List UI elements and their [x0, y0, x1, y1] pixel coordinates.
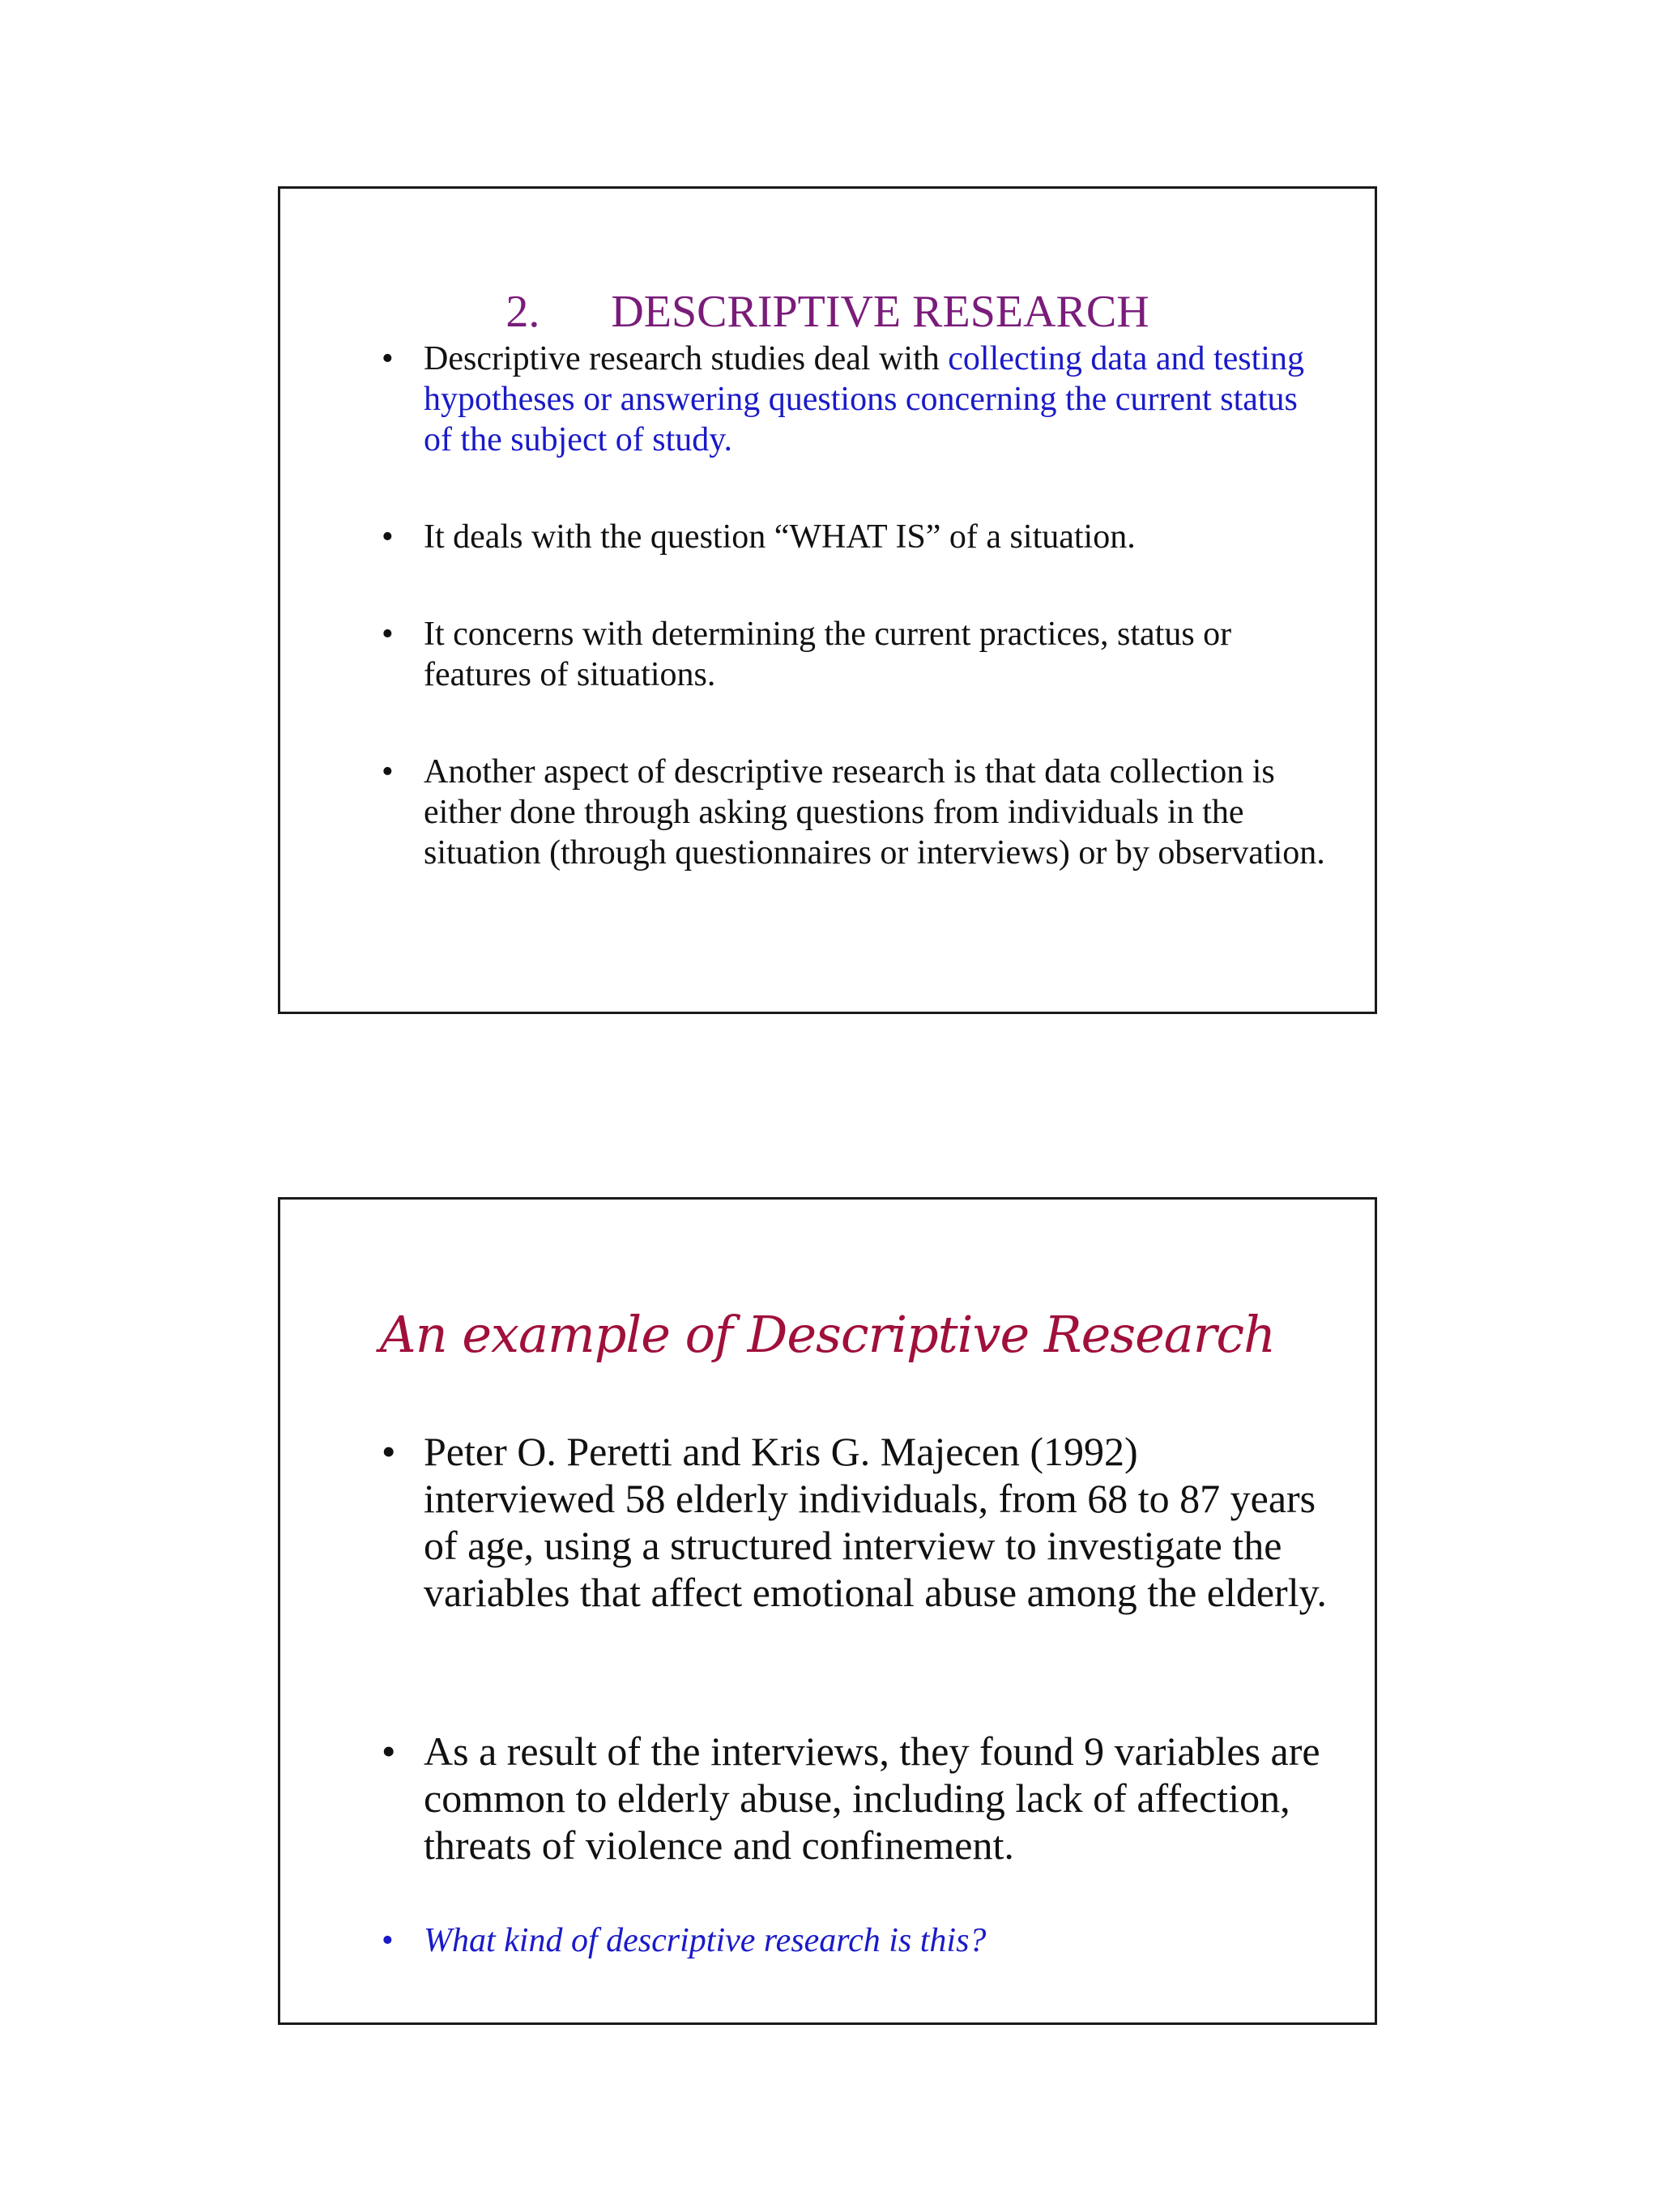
bullet-icon: • [382, 753, 394, 791]
bullet-text: As a result of the interviews, they found 9 variables are common to elderly abuse, including lack of affection, threats of violence and confinement. [424, 1728, 1320, 1868]
slide-title: An example of Descriptive Research [379, 1305, 1276, 1364]
list-item [382, 1428, 1331, 1616]
bullet-icon: • [382, 616, 394, 653]
list-item [382, 339, 1331, 460]
bullet-highlight-text: collecting data and testing hypotheses or answering questions concerning the current status of the subject of study [424, 340, 1304, 458]
bullet-tail-text: . [723, 421, 733, 458]
bullet-icon: • [382, 1922, 394, 1959]
bullet-question-text: What kind of descriptive research is this? [424, 1922, 987, 1959]
slide-descriptive-research [278, 186, 1377, 1014]
list-item [382, 1728, 1331, 1869]
title-number: 2. [505, 287, 540, 337]
bullet-icon: • [382, 518, 394, 556]
bullet-text: Another aspect of descriptive research is that data collection is either done through asking questions from individuals in the situation (through questionnaires or interviews) or by observation. [424, 753, 1325, 872]
bullet-icon: • [382, 1429, 396, 1474]
bullet-icon: • [382, 1728, 396, 1774]
bullet-icon: • [382, 340, 394, 377]
list-item [382, 517, 1331, 557]
list-item [382, 614, 1331, 695]
bullet-text: It deals with the question “WHAT IS” of a situation. [424, 518, 1136, 556]
slide-title [280, 286, 1375, 338]
bullet-text: Descriptive research studies deal with [424, 340, 949, 377]
title-text: DESCRIPTIVE RESEARCH [611, 287, 1149, 337]
bullet-text: Peter O. Peretti and Kris G. Majecen (1992) interviewed 58 elderly individuals, from 68 to 87 years of age, using a structured interview to investigate the variables that affect emotional abuse among the elderly. [424, 1429, 1327, 1615]
list-item [382, 752, 1331, 873]
bullet-text: It concerns with determining the current practices, status or features of situations. [424, 616, 1232, 693]
list-item [382, 1920, 1331, 1961]
slide-example [278, 1197, 1377, 2025]
